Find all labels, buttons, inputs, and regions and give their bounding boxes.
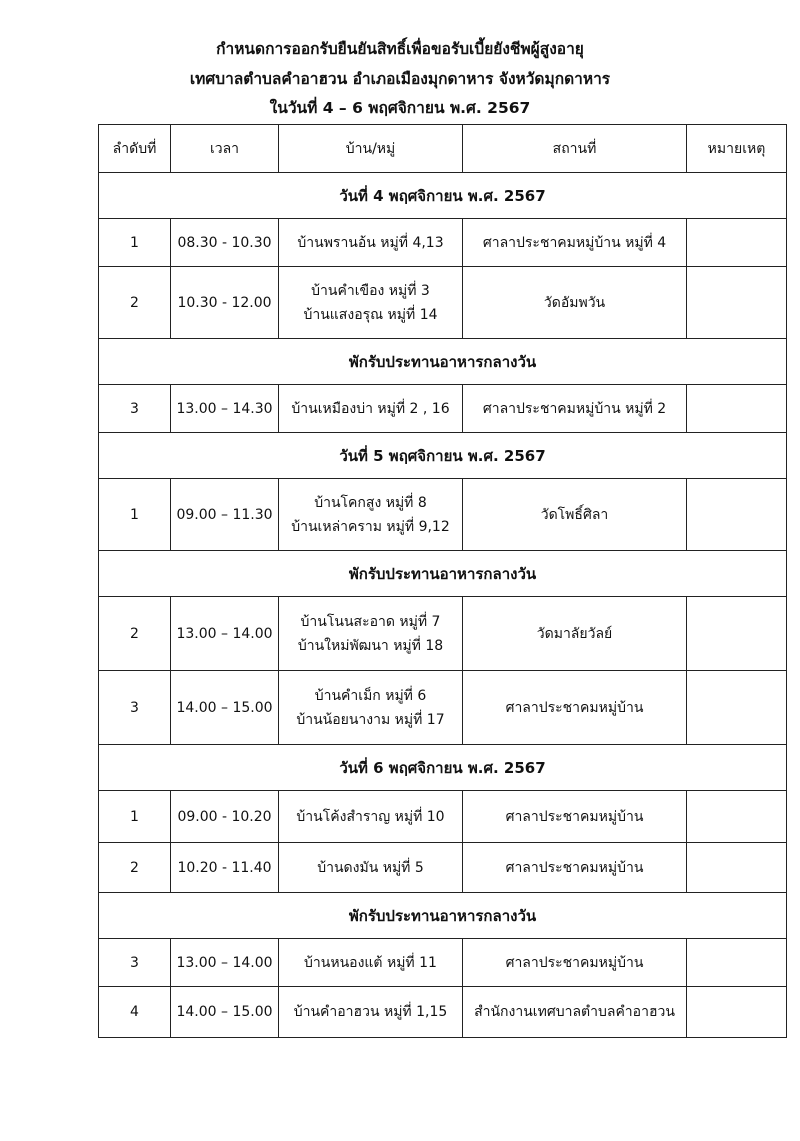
order-cell: 2 xyxy=(99,267,171,339)
location-cell: วัดโพธิ์ศิลา xyxy=(463,479,687,551)
section-band-label: พักรับประทานอาหารกลางวัน xyxy=(99,551,787,597)
time-cell: 13.00 – 14.00 xyxy=(171,939,279,987)
remarks-cell xyxy=(687,219,787,267)
village-line: บ้านโนนสะอาด หมู่ที่ 7 xyxy=(300,613,441,630)
order-cell: 2 xyxy=(99,843,171,893)
table-row xyxy=(99,791,787,843)
section-band-label: วันที่ 6 พฤศจิกายน พ.ศ. 2567 xyxy=(99,745,787,791)
section-band-label: วันที่ 4 พฤศจิกายน พ.ศ. 2567 xyxy=(99,173,787,219)
document-title: กำหนดการออกรับยืนยันสิทธิ์เพื่อขอรับเบี้ยยังชีพผู้สูงอายุ xyxy=(216,40,584,58)
order-cell: 3 xyxy=(99,385,171,433)
section-band-row xyxy=(99,173,787,219)
table-row xyxy=(99,671,787,745)
order-cell: 1 xyxy=(99,479,171,551)
location-cell: ศาลาประชาคมหมู่บ้าน xyxy=(463,843,687,893)
remarks-cell xyxy=(687,939,787,987)
section-band-row xyxy=(99,745,787,791)
location-cell: ศาลาประชาคมหมู่บ้าน xyxy=(463,939,687,987)
section-band-row xyxy=(99,551,787,597)
village-line: บ้านหนองแต้ หมู่ที่ 11 xyxy=(304,954,437,971)
section-band-label: วันที่ 5 พฤศจิกายน พ.ศ. 2567 xyxy=(99,433,787,479)
table-header-row xyxy=(99,125,787,173)
village-line: บ้านใหม่พัฒนา หมู่ที่ 18 xyxy=(297,637,444,654)
village-cell xyxy=(279,267,463,339)
time-cell: 14.00 – 15.00 xyxy=(171,671,279,745)
document-subtitle-dates: ในวันที่ 4 – 6 พฤศจิกายน พ.ศ. 2567 xyxy=(269,99,531,117)
remarks-cell xyxy=(687,843,787,893)
table-row xyxy=(99,219,787,267)
time-cell: 10.30 - 12.00 xyxy=(171,267,279,339)
order-cell: 4 xyxy=(99,987,171,1038)
location-cell: สำนักงานเทศบาลตำบลคำอาฮวน xyxy=(463,987,687,1038)
time-cell: 08.30 - 10.30 xyxy=(171,219,279,267)
location-cell: ศาลาประชาคมหมู่บ้าน xyxy=(463,791,687,843)
order-cell: 3 xyxy=(99,939,171,987)
order-cell: 2 xyxy=(99,597,171,671)
location-cell: ศาลาประชาคมหมู่บ้าน หมู่ที่ 4 xyxy=(463,219,687,267)
remarks-cell xyxy=(687,267,787,339)
village-cell xyxy=(279,385,463,433)
remarks-cell xyxy=(687,597,787,671)
column-header-village: บ้าน/หมู่ xyxy=(279,125,463,173)
order-cell: 3 xyxy=(99,671,171,745)
village-line: บ้านโค้งสำราญ หมู่ที่ 10 xyxy=(296,808,445,825)
time-cell: 09.00 – 11.30 xyxy=(171,479,279,551)
order-cell: 1 xyxy=(99,791,171,843)
table-row xyxy=(99,843,787,893)
village-cell xyxy=(279,939,463,987)
village-line: บ้านคำเขือง หมู่ที่ 3 xyxy=(311,282,430,299)
village-line: บ้านคำเม็ก หมู่ที่ 6 xyxy=(314,687,427,704)
time-cell: 09.00 - 10.20 xyxy=(171,791,279,843)
remarks-cell xyxy=(687,987,787,1038)
document-subtitle-municipality: เทศบาลตำบลคำอาฮวน อำเภอเมืองมุกดาหาร จังหวัดมุกดาหาร xyxy=(189,70,611,88)
column-header-remarks: หมายเหตุ xyxy=(687,125,787,173)
village-cell xyxy=(279,597,463,671)
village-line: บ้านเหมืองบ่า หมู่ที่ 2 , 16 xyxy=(291,400,450,417)
table-row xyxy=(99,939,787,987)
village-cell xyxy=(279,843,463,893)
remarks-cell xyxy=(687,671,787,745)
order-cell: 1 xyxy=(99,219,171,267)
village-line: บ้านดงมัน หมู่ที่ 5 xyxy=(317,859,424,876)
village-cell xyxy=(279,671,463,745)
remarks-cell xyxy=(687,791,787,843)
time-cell: 13.00 – 14.00 xyxy=(171,597,279,671)
section-band-label: พักรับประทานอาหารกลางวัน xyxy=(99,339,787,385)
remarks-cell xyxy=(687,385,787,433)
village-line: บ้านแสงอรุณ หมู่ที่ 14 xyxy=(303,306,438,323)
table-row xyxy=(99,267,787,339)
table-row xyxy=(99,385,787,433)
section-band-row xyxy=(99,339,787,385)
village-cell xyxy=(279,219,463,267)
location-cell: ศาลาประชาคมหมู่บ้าน หมู่ที่ 2 xyxy=(463,385,687,433)
table-row xyxy=(99,987,787,1038)
location-cell: วัดอัมพวัน xyxy=(463,267,687,339)
section-band-row xyxy=(99,433,787,479)
village-line: บ้านเหล่าคราม หมู่ที่ 9,12 xyxy=(291,518,450,535)
remarks-cell xyxy=(687,479,787,551)
section-band-label: พักรับประทานอาหารกลางวัน xyxy=(99,893,787,939)
village-line: บ้านน้อยนางาม หมู่ที่ 17 xyxy=(296,711,445,728)
schedule-table xyxy=(98,124,787,1038)
time-cell: 13.00 – 14.30 xyxy=(171,385,279,433)
village-line: บ้านพรานอ้น หมู่ที่ 4,13 xyxy=(297,234,444,251)
table-row xyxy=(99,597,787,671)
village-line: บ้านคำอาฮวน หมู่ที่ 1,15 xyxy=(293,1004,448,1020)
table-row xyxy=(99,479,787,551)
village-cell xyxy=(279,479,463,551)
village-line: บ้านโคกสูง หมู่ที่ 8 xyxy=(314,494,427,511)
village-cell xyxy=(279,791,463,843)
section-band-row xyxy=(99,893,787,939)
schedule-table-body xyxy=(99,173,787,1038)
location-cell: ศาลาประชาคมหมู่บ้าน xyxy=(463,671,687,745)
column-header-order: ลำดับที่ xyxy=(99,125,171,173)
location-cell: วัดมาลัยวัลย์ xyxy=(463,597,687,671)
column-header-time: เวลา xyxy=(171,125,279,173)
village-cell xyxy=(279,987,463,1038)
column-header-location: สถานที่ xyxy=(463,125,687,173)
time-cell: 10.20 - 11.40 xyxy=(171,843,279,893)
time-cell: 14.00 – 15.00 xyxy=(171,987,279,1038)
